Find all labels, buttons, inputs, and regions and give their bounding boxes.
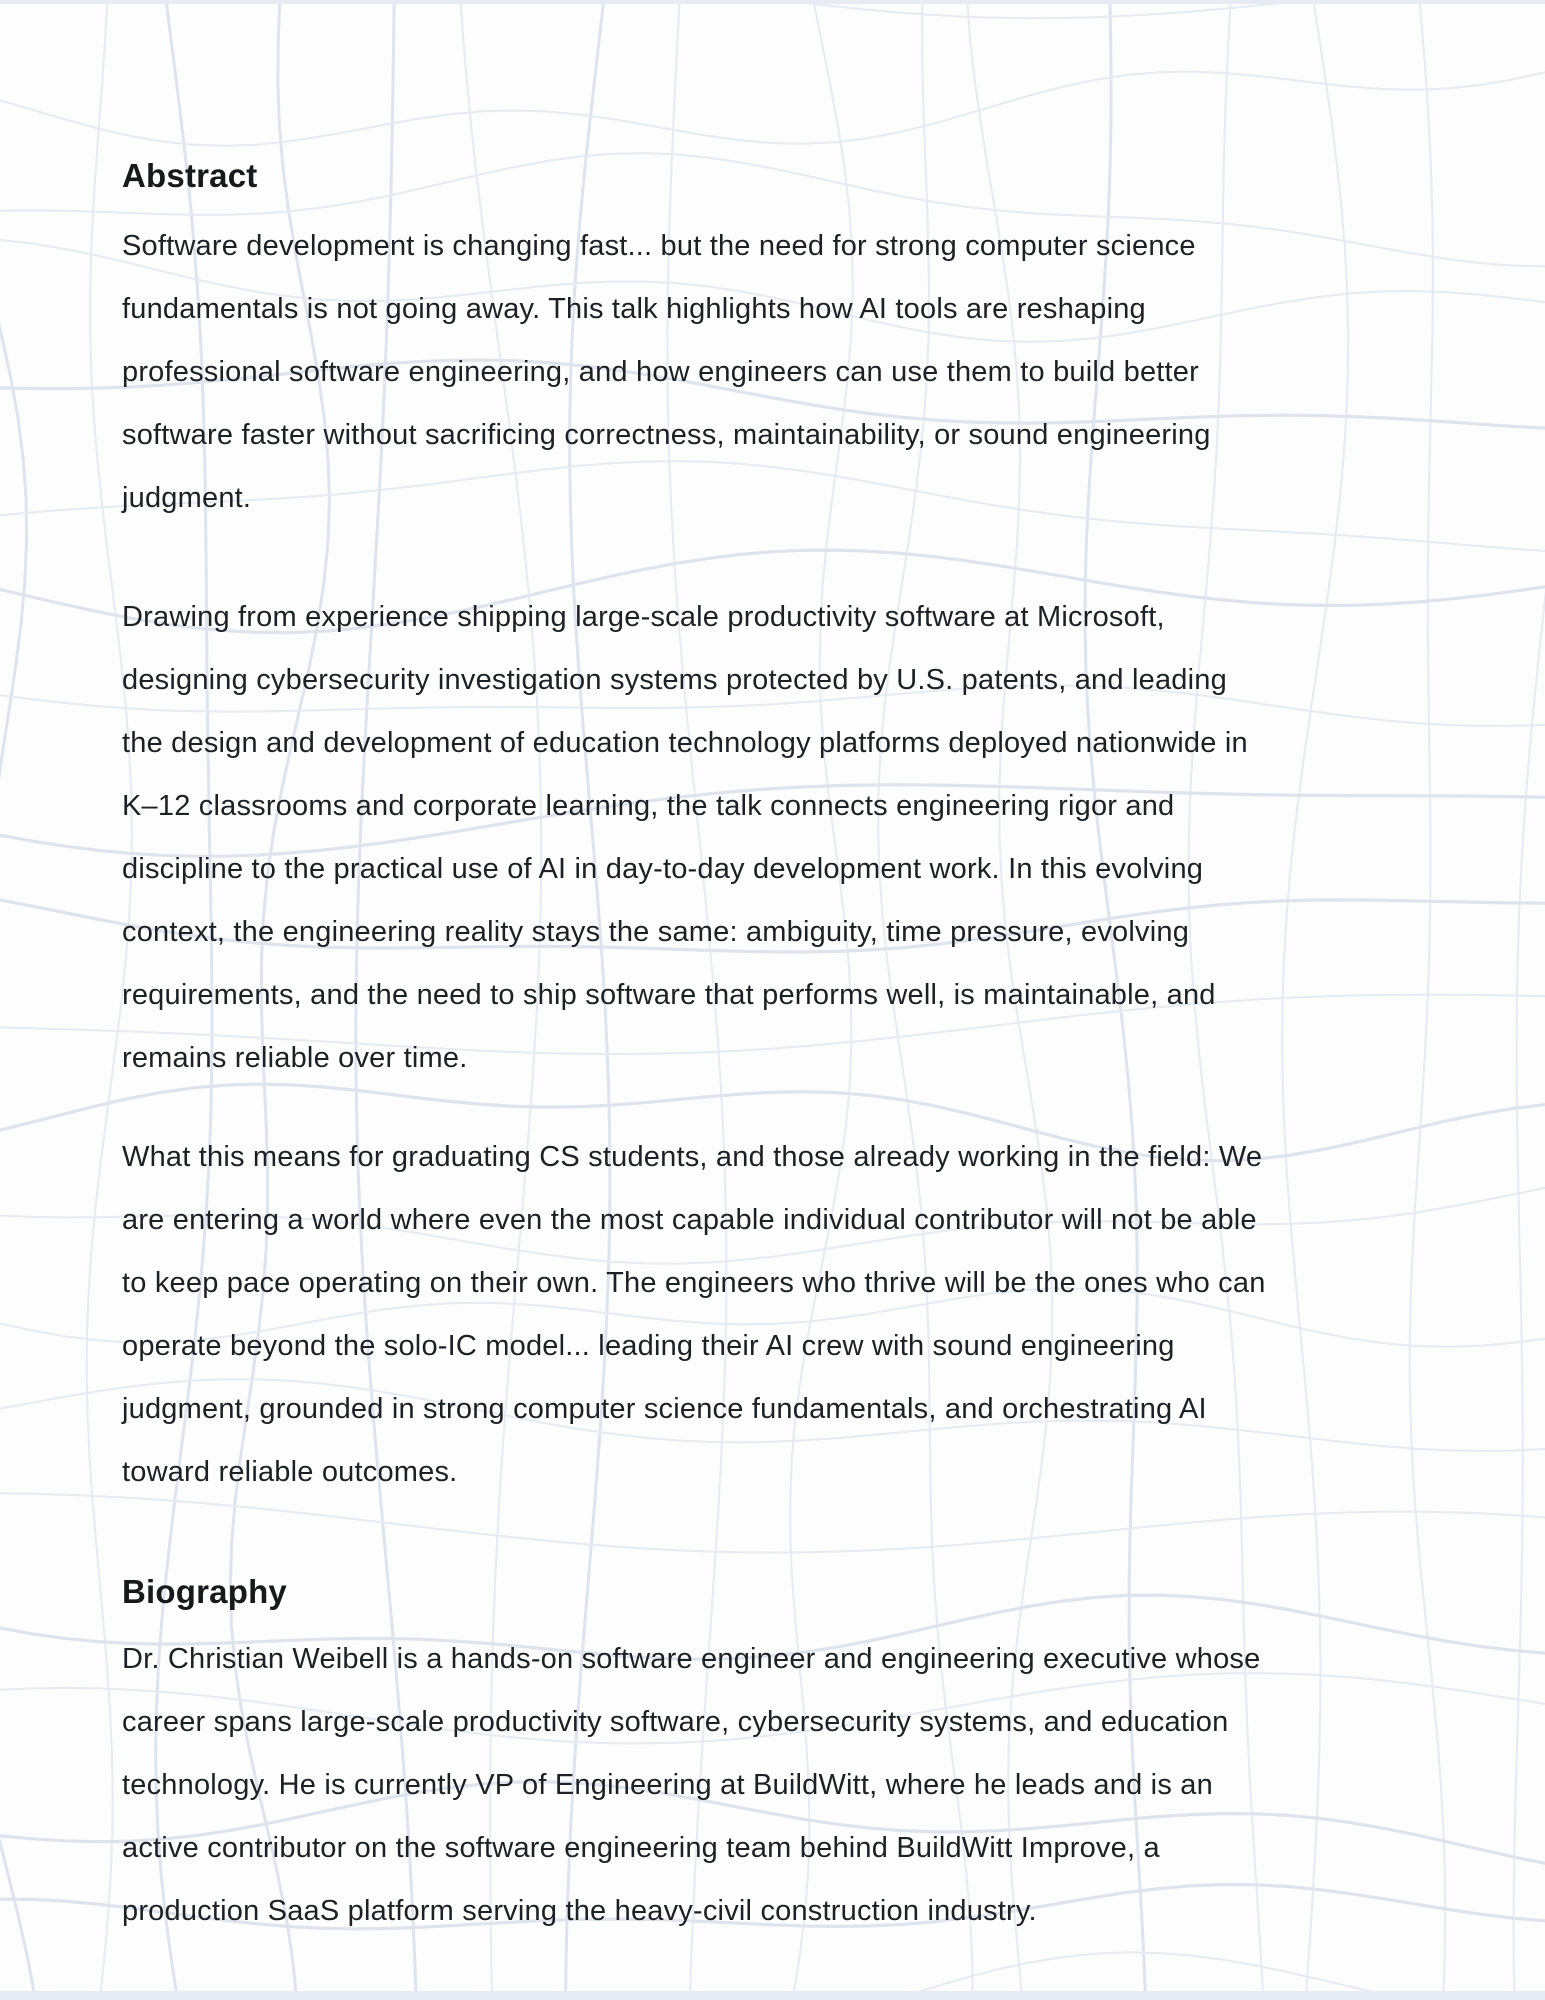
text-line: discipline to the practical use of AI in day-to-day development work. In this evolving [122, 853, 1204, 885]
text-line: are entering a world where even the most capable individual contributor will not be able [122, 1204, 1257, 1236]
text-line: technology. He is currently VP of Engineering at BuildWitt, where he leads and is an [122, 1769, 1213, 1801]
text-line: requirements, and the need to ship software that performs well, is maintainable, and [122, 979, 1216, 1011]
text-line: operate beyond the solo-IC model... leading their AI crew with sound engineering [122, 1330, 1175, 1362]
text-line: Dr. Christian Weibell is a hands-on software engineer and engineering executive whose [122, 1643, 1261, 1675]
abstract-heading: Abstract [122, 157, 258, 194]
text-line: active contributor on the software engineering team behind BuildWitt Improve, a [122, 1832, 1160, 1864]
text-line: Software development is changing fast... but the need for strong computer science [122, 230, 1196, 262]
text-line: What this means for graduating CS students, and those already working in the field: We [122, 1141, 1263, 1173]
text-line: production SaaS platform serving the heavy-civil construction industry. [122, 1895, 1037, 1927]
text-line: designing cybersecurity investigation systems protected by U.S. patents, and leading [122, 664, 1227, 696]
text-line: judgment, grounded in strong computer science fundamentals, and orchestrating AI [122, 1393, 1207, 1425]
text-line: judgment. [122, 482, 252, 514]
abstract-paragraph-1 [122, 215, 1452, 530]
text-line: to keep pace operating on their own. The engineers who thrive will be the ones who can [122, 1267, 1266, 1299]
text-line: toward reliable outcomes. [122, 1456, 458, 1488]
text-line: software faster without sacrificing correctness, maintainability, or sound engineering [122, 419, 1211, 451]
abstract-paragraph-3 [122, 1126, 1452, 1504]
text-line: remains reliable over time. [122, 1042, 468, 1074]
text-line: the design and development of education technology platforms deployed nationwide in [122, 727, 1248, 759]
biography-heading: Biography [122, 1573, 287, 1610]
text-line: Drawing from experience shipping large-scale productivity software at Microsoft, [122, 601, 1165, 633]
top-edge-strip [0, 0, 1545, 4]
biography-paragraph-1 [122, 1628, 1452, 1943]
text-line: K–12 classrooms and corporate learning, the talk connects engineering rigor and [122, 790, 1175, 822]
text-line: professional software engineering, and how engineers can use them to build better [122, 356, 1199, 388]
text-line: fundamentals is not going away. This talk highlights how AI tools are reshaping [122, 293, 1146, 325]
text-line: career spans large-scale productivity software, cybersecurity systems, and education [122, 1706, 1229, 1738]
bottom-edge-strip [0, 1991, 1545, 2000]
abstract-paragraph-2 [122, 586, 1452, 1090]
text-line: context, the engineering reality stays the same: ambiguity, time pressure, evolving [122, 916, 1190, 948]
